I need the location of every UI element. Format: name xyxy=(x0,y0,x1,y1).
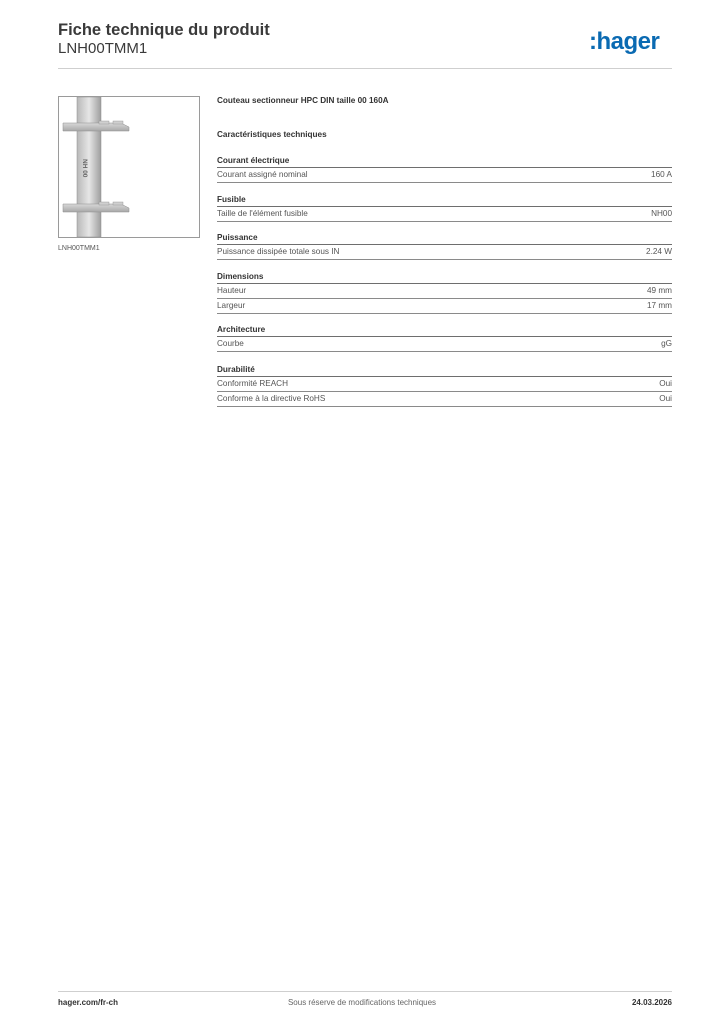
spec-group-fusible xyxy=(217,194,672,222)
spec-row xyxy=(217,245,672,260)
spec-row xyxy=(217,377,672,392)
group-title: Architecture xyxy=(217,325,266,334)
spec-value: 17 mm xyxy=(646,301,672,310)
group-title: Courant électrique xyxy=(217,156,290,165)
footer-date: 24.03.2026 xyxy=(631,998,672,1007)
spec-row xyxy=(217,207,672,222)
spec-value: Oui xyxy=(659,394,672,403)
product-title: Couteau sectionneur HPC DIN taille 00 160A xyxy=(217,96,389,105)
spec-value: 160 A xyxy=(651,170,672,179)
group-title: Puissance xyxy=(217,233,258,242)
spec-value: gG xyxy=(661,339,672,348)
footer-disclaimer: Sous réserve de modifications techniques xyxy=(287,998,437,1007)
hager-logo xyxy=(589,28,675,58)
spec-value: Oui xyxy=(659,379,672,388)
spec-row xyxy=(217,168,672,183)
spec-row xyxy=(217,284,672,299)
spec-label: Taille de l'élément fusible xyxy=(217,209,308,218)
spec-value: 2.24 W xyxy=(646,247,672,256)
page-title: Fiche technique du produit xyxy=(58,21,270,39)
footer-website-link[interactable]: hager.com/fr-ch xyxy=(58,998,119,1007)
section-heading: Caractéristiques techniques xyxy=(217,130,327,139)
spec-value: NH00 xyxy=(651,209,672,218)
spec-label: Courant assigné nominal xyxy=(217,170,308,179)
header-divider xyxy=(58,68,672,69)
spec-value: 49 mm xyxy=(646,286,672,295)
spec-group-dimensions xyxy=(217,271,672,314)
product-photo xyxy=(58,96,200,238)
product-reference: LNH00TMM1 xyxy=(58,40,148,57)
spec-label: Courbe xyxy=(217,339,244,348)
spec-label: Hauteur xyxy=(217,286,247,295)
spec-group-durabilite xyxy=(217,364,672,407)
group-title: Dimensions xyxy=(217,272,264,281)
footer-divider xyxy=(58,991,672,992)
spec-label: Puissance dissipée totale sous IN xyxy=(217,247,340,256)
spec-group-architecture xyxy=(217,324,672,352)
spec-group-puissance xyxy=(217,232,672,260)
hager-logo-text: :hager xyxy=(589,28,660,55)
fuse-link-illustration xyxy=(59,97,199,237)
group-title: Durabilité xyxy=(217,365,255,374)
group-title: Fusible xyxy=(217,195,246,204)
spec-row xyxy=(217,392,672,407)
spec-group-courant xyxy=(217,155,672,183)
spec-label: Conforme à la directive RoHS xyxy=(217,394,326,403)
fuse-marking: NH 00 xyxy=(81,159,88,178)
spec-label: Conformité REACH xyxy=(217,379,288,388)
spec-label: Largeur xyxy=(217,301,246,310)
photo-caption: LNH00TMM1 xyxy=(58,245,100,252)
spec-row xyxy=(217,337,672,352)
spec-row xyxy=(217,299,672,314)
